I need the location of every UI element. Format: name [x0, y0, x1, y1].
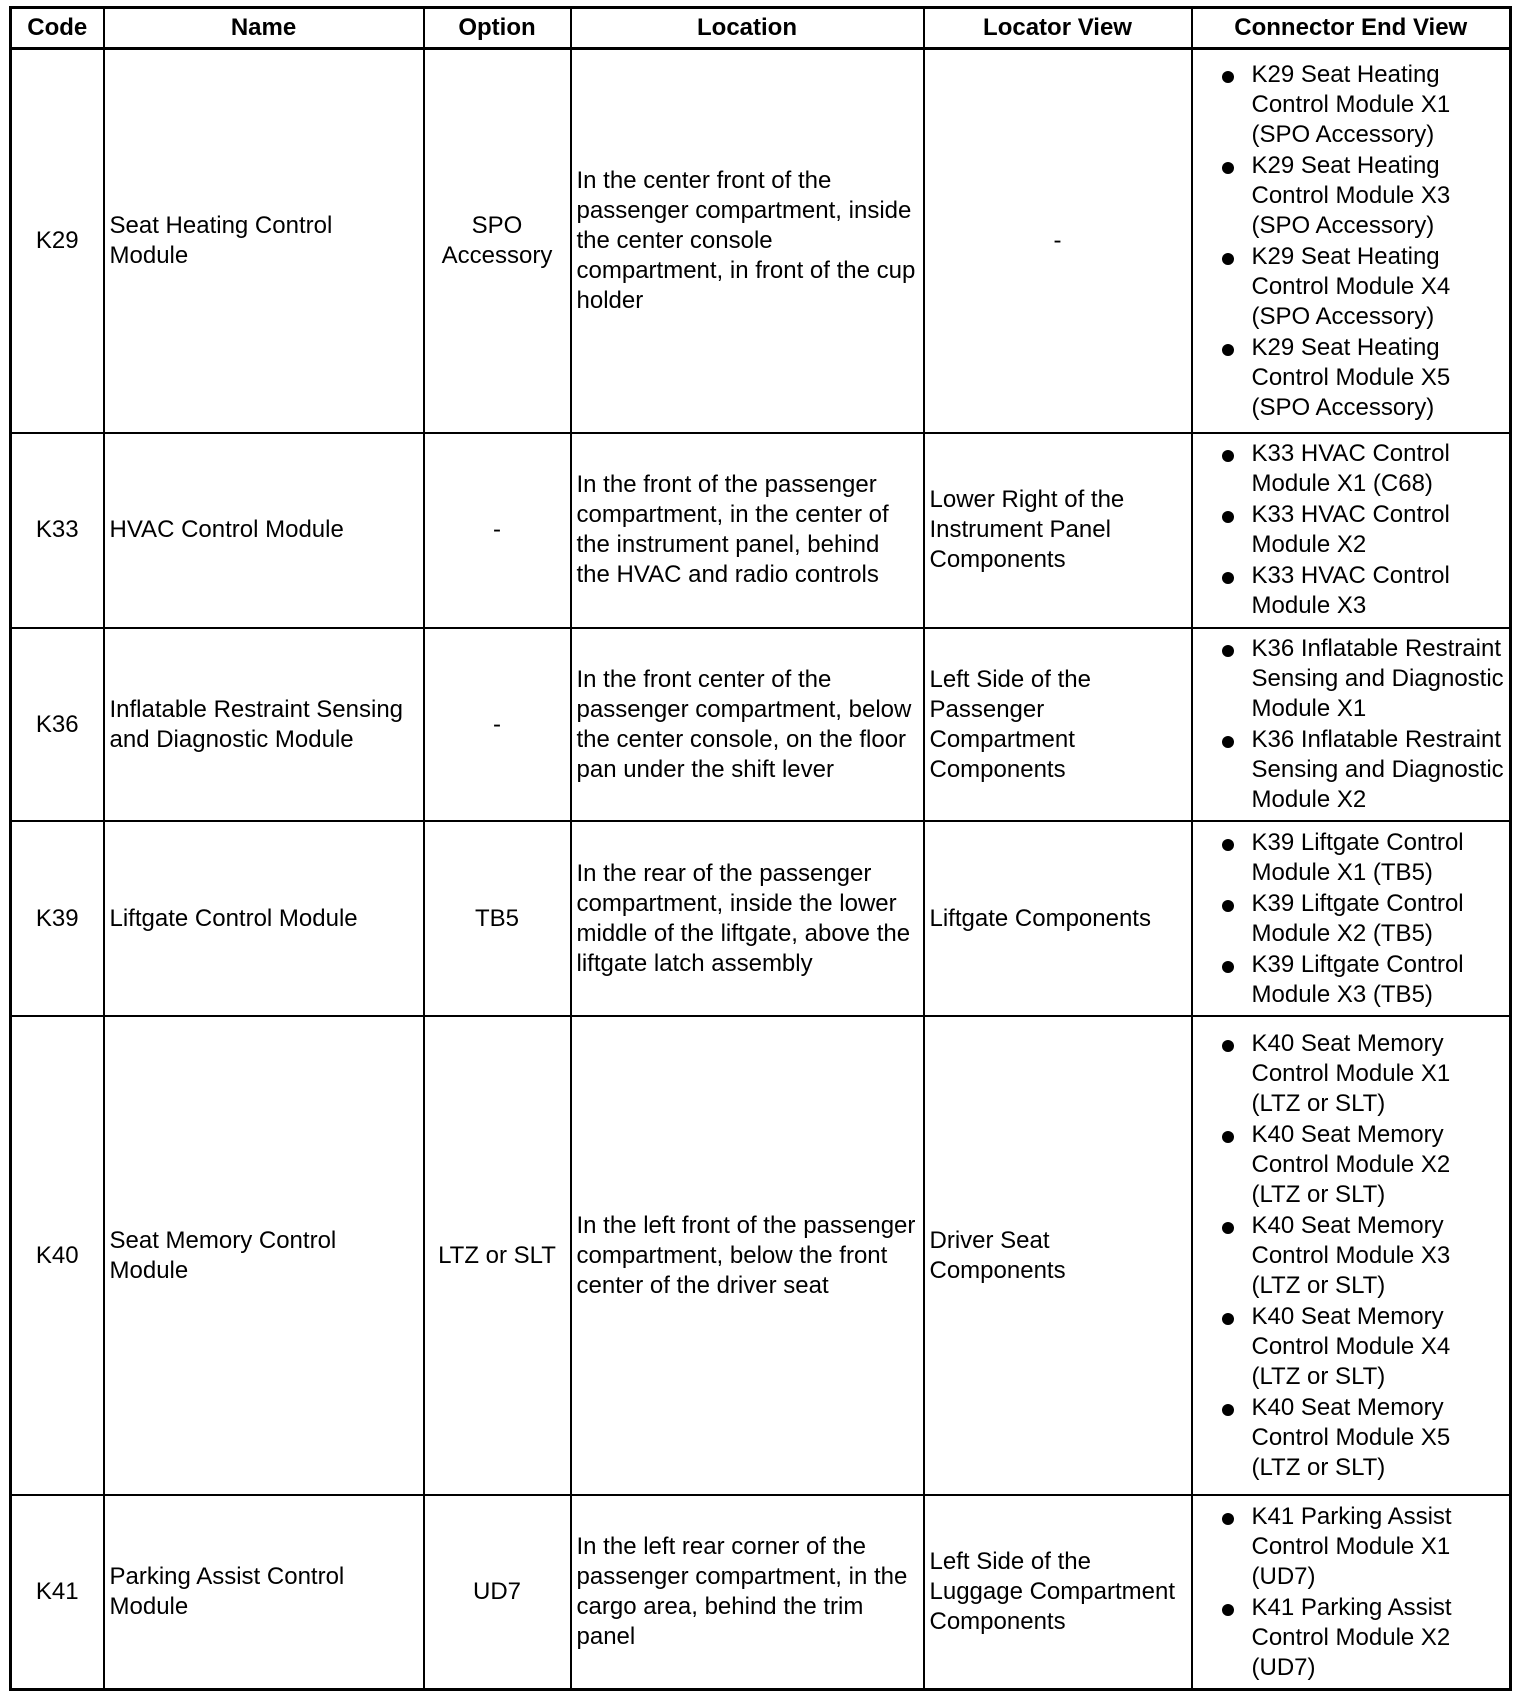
- connector-list: [1198, 634, 1505, 815]
- component-locator-table: [9, 6, 1512, 1691]
- connector-list: [1198, 439, 1505, 621]
- cell-code: K33: [11, 433, 104, 628]
- cell-name: Seat Heating Control Module: [104, 49, 424, 434]
- cell-locator-view: -: [924, 49, 1192, 434]
- connector-list: [1198, 1029, 1505, 1483]
- connector-item: K39 Liftgate Control Module X2 (TB5): [1198, 889, 1505, 949]
- connector-item: K39 Liftgate Control Module X1 (TB5): [1198, 828, 1505, 888]
- header-row: [11, 8, 1511, 49]
- cell-location: In the rear of the passenger compartment, inside the lower middle of the liftgate, above the liftgate latch assembly: [571, 821, 924, 1016]
- connector-item: K40 Seat Memory Control Module X3 (LTZ or SLT): [1198, 1211, 1505, 1301]
- cell-name: Inflatable Restraint Sensing and Diagnostic Module: [104, 628, 424, 822]
- cell-code: K29: [11, 49, 104, 434]
- cell-connector-end-view: [1192, 1016, 1511, 1495]
- connector-item: K29 Seat Heating Control Module X5 (SPO Accessory): [1198, 333, 1505, 423]
- connector-list: [1198, 828, 1505, 1010]
- cell-connector-end-view: [1192, 49, 1511, 434]
- cell-locator-view: Driver Seat Components: [924, 1016, 1192, 1495]
- cell-location: In the left rear corner of the passenger compartment, in the cargo area, behind the trim panel: [571, 1495, 924, 1689]
- cell-location: In the left front of the passenger compartment, below the front center of the driver seat: [571, 1016, 924, 1495]
- cell-location: In the front of the passenger compartment, in the center of the instrument panel, behind the HVAC and radio controls: [571, 433, 924, 628]
- connector-list: [1198, 1502, 1505, 1683]
- table-row: [11, 821, 1511, 1016]
- cell-option: SPO Accessory: [424, 49, 571, 434]
- cell-option: LTZ or SLT: [424, 1016, 571, 1495]
- cell-connector-end-view: [1192, 628, 1511, 822]
- cell-locator-view: Liftgate Components: [924, 821, 1192, 1016]
- cell-location: In the center front of the passenger compartment, inside the center console compartment, in front of the cup holder: [571, 49, 924, 434]
- table-row: [11, 1495, 1511, 1689]
- cell-code: K39: [11, 821, 104, 1016]
- cell-name: HVAC Control Module: [104, 433, 424, 628]
- connector-item: K40 Seat Memory Control Module X5 (LTZ or SLT): [1198, 1393, 1505, 1483]
- cell-connector-end-view: [1192, 1495, 1511, 1689]
- connector-item: K41 Parking Assist Control Module X1 (UD7): [1198, 1502, 1505, 1592]
- table-row: [11, 49, 1511, 434]
- connector-item: K33 HVAC Control Module X3: [1198, 561, 1505, 621]
- table-row: [11, 628, 1511, 822]
- connector-item: K29 Seat Heating Control Module X3 (SPO Accessory): [1198, 151, 1505, 241]
- table-row: [11, 1016, 1511, 1495]
- cell-option: -: [424, 433, 571, 628]
- header-locator-view: Locator View: [924, 8, 1192, 49]
- cell-locator-view: Left Side of the Passenger Compartment Components: [924, 628, 1192, 822]
- cell-option: -: [424, 628, 571, 822]
- cell-option: UD7: [424, 1495, 571, 1689]
- cell-code: K40: [11, 1016, 104, 1495]
- cell-name: Parking Assist Control Module: [104, 1495, 424, 1689]
- connector-list: [1198, 60, 1505, 423]
- connector-item: K33 HVAC Control Module X1 (C68): [1198, 439, 1505, 499]
- connector-item: K33 HVAC Control Module X2: [1198, 500, 1505, 560]
- cell-locator-view: Left Side of the Luggage Compartment Components: [924, 1495, 1192, 1689]
- cell-code: K36: [11, 628, 104, 822]
- connector-item: K41 Parking Assist Control Module X2 (UD7): [1198, 1593, 1505, 1683]
- connector-item: K40 Seat Memory Control Module X2 (LTZ or SLT): [1198, 1120, 1505, 1210]
- connector-item: K40 Seat Memory Control Module X4 (LTZ or SLT): [1198, 1302, 1505, 1392]
- connector-item: K29 Seat Heating Control Module X4 (SPO Accessory): [1198, 242, 1505, 332]
- cell-connector-end-view: [1192, 821, 1511, 1016]
- connector-item: K36 Inflatable Restraint Sensing and Diagnostic Module X2: [1198, 725, 1505, 815]
- connector-item: K36 Inflatable Restraint Sensing and Diagnostic Module X1: [1198, 634, 1505, 724]
- cell-code: K41: [11, 1495, 104, 1689]
- header-code: Code: [11, 8, 104, 49]
- connector-item: K39 Liftgate Control Module X3 (TB5): [1198, 950, 1505, 1010]
- cell-location: In the front center of the passenger compartment, below the center console, on the floor pan under the shift lever: [571, 628, 924, 822]
- table-row: [11, 433, 1511, 628]
- cell-locator-view: Lower Right of the Instrument Panel Components: [924, 433, 1192, 628]
- connector-item: K29 Seat Heating Control Module X1 (SPO Accessory): [1198, 60, 1505, 150]
- header-option: Option: [424, 8, 571, 49]
- cell-connector-end-view: [1192, 433, 1511, 628]
- cell-name: Seat Memory Control Module: [104, 1016, 424, 1495]
- connector-item: K40 Seat Memory Control Module X1 (LTZ or SLT): [1198, 1029, 1505, 1119]
- header-location: Location: [571, 8, 924, 49]
- header-connector-end-view: Connector End View: [1192, 8, 1511, 49]
- cell-option: TB5: [424, 821, 571, 1016]
- header-name: Name: [104, 8, 424, 49]
- cell-name: Liftgate Control Module: [104, 821, 424, 1016]
